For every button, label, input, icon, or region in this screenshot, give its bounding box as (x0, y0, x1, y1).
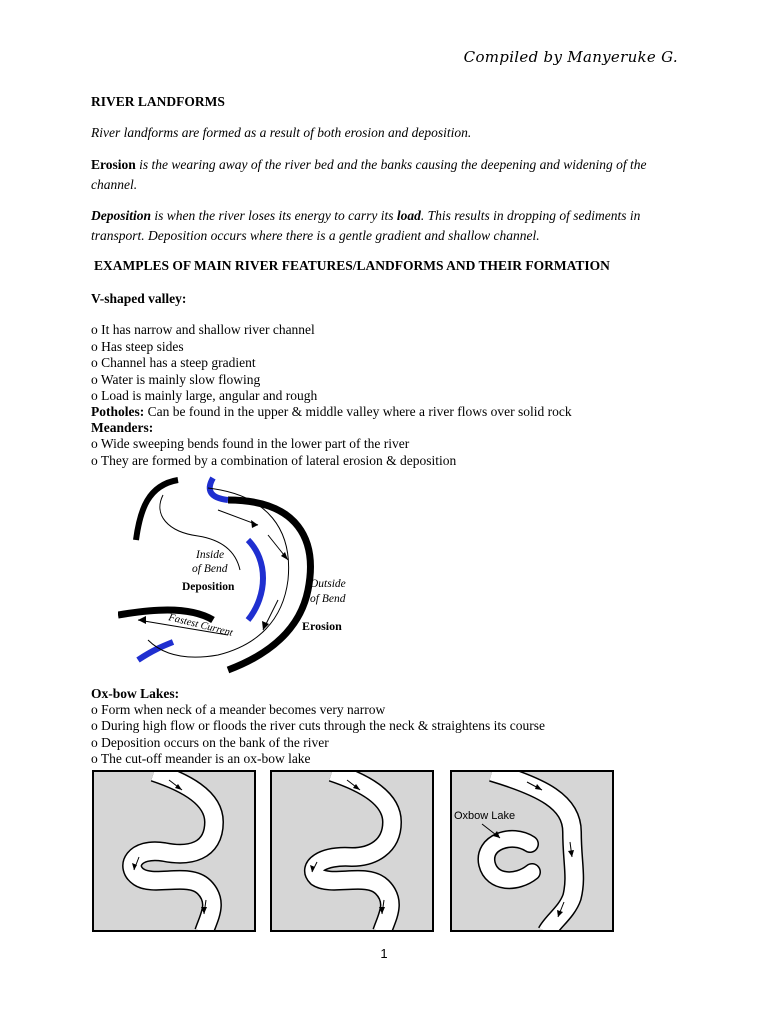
list-item: o Wide sweeping bends found in the lower part of the river (91, 436, 410, 451)
outside-label-2: of Bend (310, 593, 346, 605)
list-item: o During high flow or floods the river cuts through the neck & straightens its course (91, 718, 546, 733)
list-item: o Has steep sides (91, 339, 184, 354)
oxbow-stage-2 (270, 770, 434, 932)
list-item: o Deposition occurs on the bank of the river (91, 735, 329, 750)
potholes-line (91, 403, 572, 420)
inside-label-1: Inside (196, 549, 225, 561)
oxbow-stage-1-drawing (94, 772, 254, 930)
inner-bend-deposition (248, 540, 263, 620)
page-title: RIVER LANDFORMS (91, 94, 225, 109)
current-label: Fastest Current (167, 612, 234, 639)
list-item: o Form when neck of a meander becomes very narrow (91, 702, 386, 717)
potholes-text: Can be found in the upper & middle valley where a river flows over solid rock (144, 404, 572, 419)
erosion-term: Erosion (91, 157, 136, 172)
list-item: o Channel has a steep gradient (91, 355, 256, 370)
outside-label-1: Outside (310, 578, 346, 590)
deposition-text-2: . This results in dropping of sediments in transport. Deposition occurs where there is a gentle gradient and shallow channel. (91, 208, 641, 243)
oxbow-stage-2-drawing (272, 772, 432, 930)
deposition-label: Deposition (182, 581, 235, 593)
intro-text: River landforms are formed as a result of both erosion and deposition. (91, 125, 472, 140)
deposition-text-1: is when the river loses its energy to carry its (151, 208, 397, 223)
flow-arrowhead (138, 616, 146, 624)
vshaped-heading: V-shaped valley: (91, 291, 187, 306)
oxbow-stage-1 (92, 770, 256, 932)
flow-arrowhead (262, 621, 269, 630)
meander-diagram (118, 470, 368, 680)
erosion-text: is the wearing away of the river bed and the banks causing the deepening and widening of the channel. (91, 157, 647, 192)
list-item: o It has narrow and shallow river channel (91, 322, 315, 337)
list-item: o The cut-off meander is an ox-bow lake (91, 751, 311, 766)
deposition-load: load (396, 208, 421, 223)
oxbow-label: Oxbow Lake (454, 810, 516, 822)
erosion-paragraph (91, 155, 671, 195)
flow-arrowhead (251, 520, 258, 528)
list-item: o Water is mainly slow flowing (91, 372, 261, 387)
deposition-term: Deposition (91, 208, 152, 223)
erosion-label: Erosion (302, 619, 342, 633)
examples-heading: EXAMPLES OF MAIN RIVER FEATURES/LANDFORMS AND THEIR FORMATION (94, 258, 610, 273)
oxbow-stage-3-drawing (452, 772, 612, 930)
outer-bank-right (228, 500, 310, 670)
outer-bank (136, 480, 178, 540)
page-number: 1 (380, 946, 388, 961)
deposition-paragraph (91, 206, 671, 246)
list-item: o Load is mainly large, angular and rough (91, 388, 318, 403)
meanders-heading (91, 419, 153, 436)
inside-label-2: of Bend (192, 563, 228, 575)
meanders-heading-text: Meanders: (91, 420, 154, 435)
oxbow-stage-3 (450, 770, 614, 932)
intro-paragraph (91, 123, 671, 143)
potholes-term: Potholes: (91, 404, 145, 419)
lower-deposition (138, 642, 173, 660)
oxbow-heading-text: Ox-bow Lakes: (91, 686, 180, 701)
list-item: o They are formed by a combination of lateral erosion & deposition (91, 453, 457, 468)
compiled-by-header: Compiled by Manyeruke G. (463, 48, 678, 66)
